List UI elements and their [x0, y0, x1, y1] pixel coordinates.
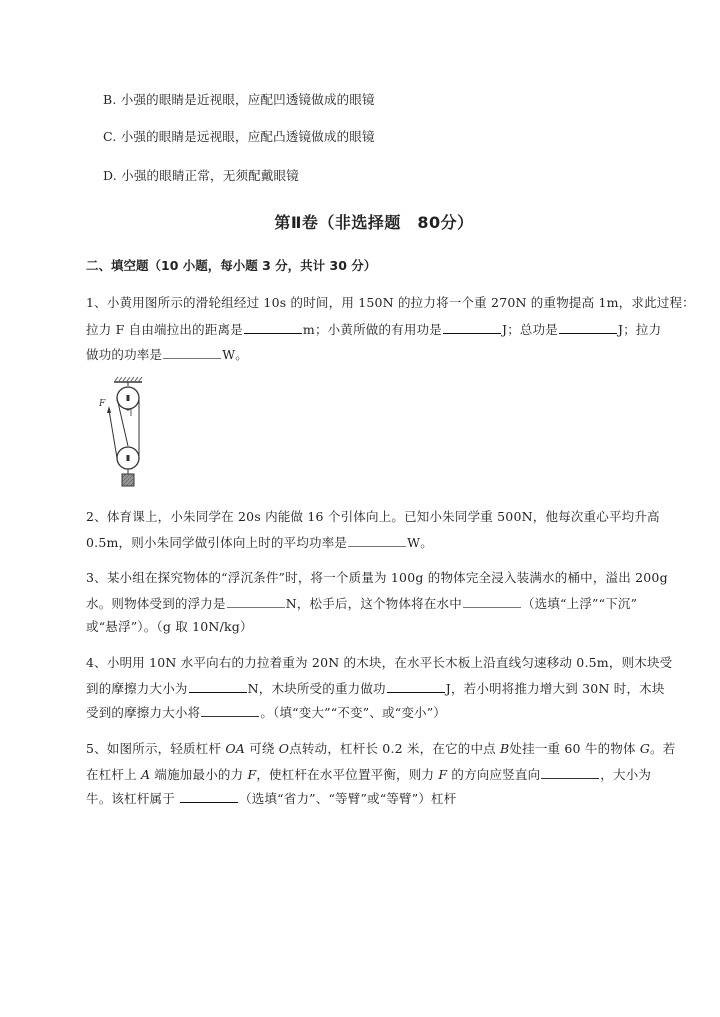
answer-blank[interactable]: [201, 704, 259, 717]
pivot-label-o: O: [278, 741, 290, 756]
text: 到的摩擦力大小为: [86, 681, 188, 696]
option-text: 小强的眼睛正常，无须配戴眼镜: [121, 168, 299, 183]
text: 水。则物体受到的浮力是: [86, 596, 226, 611]
question-5-line-2: [86, 766, 651, 783]
pulley-system-icon: [98, 376, 150, 488]
text: N，松手后，这个物体将在水中: [285, 596, 462, 611]
section-title: 第Ⅱ卷（非选择题 80分）: [274, 213, 474, 232]
text: 端施加最小的力: [150, 767, 248, 782]
text: 5、如图所示，轻质杠杆: [86, 741, 226, 756]
text: W。: [407, 535, 433, 550]
text: J；总功是: [501, 322, 558, 337]
lever-label-oa: OA: [225, 741, 246, 756]
answer-blank[interactable]: [163, 346, 221, 359]
text: 在杠杆上: [86, 767, 141, 782]
text: 的方向应竖直向: [447, 767, 541, 782]
answer-blank[interactable]: [244, 321, 302, 334]
text: 处挂一重 60 牛的物体: [509, 741, 640, 756]
force-label: F: [99, 399, 106, 409]
answer-blank[interactable]: [180, 790, 238, 803]
text: ，使杠杆在水平位置平衡，则力: [256, 767, 439, 782]
text: m；小黄所做的有用功是: [302, 322, 442, 337]
text: J，若小明将推力增大到 30N 时，木块: [445, 681, 665, 696]
question-3-line-2: [86, 595, 637, 612]
answer-blank[interactable]: [227, 595, 285, 608]
text: ，大小为: [600, 767, 652, 782]
text: 。（填“变大”“不变”、或“变小”）: [260, 705, 447, 720]
text: 0.5m，则小朱同学做引体向上时的平均功率是: [86, 535, 348, 550]
question-1-line-1: 1、小黄用图所示的滑轮组经过 10s 的时间，用 150N 的拉力将一个重 270N 的重物提高 1m，求此过程：: [86, 295, 695, 310]
weight-label-g: G: [639, 741, 651, 756]
answer-blank[interactable]: [463, 595, 521, 608]
text: 点转动，杠杆长 0.2 米，在它的中点: [289, 741, 501, 756]
text: （选填“上浮”“下沉”: [521, 596, 638, 611]
question-3-line-3: 或“悬浮”）。（g 取 10N/kg）: [86, 619, 253, 634]
question-1-line-2: [86, 321, 661, 338]
answer-blank[interactable]: [387, 680, 445, 693]
point-label-a: A: [140, 767, 151, 782]
question-5-line-3: [86, 790, 456, 807]
question-5-line-1: [86, 741, 675, 757]
answer-blank[interactable]: [559, 321, 617, 334]
text: 可绕: [245, 741, 279, 756]
question-2-line-2: [86, 534, 433, 551]
text: 牛。该杠杆属于: [86, 791, 180, 806]
text: 做功的功率是: [86, 347, 163, 362]
text: 拉力 F 自由端拉出的距离是: [86, 322, 243, 337]
text: J；拉力: [618, 322, 662, 337]
section-heading: 二、填空题（10 小题，每小题 3 分，共计 30 分）: [86, 258, 377, 273]
point-label-b: B: [500, 741, 510, 756]
question-4-line-1: 4、小明用 10N 水平向右的力拉着重为 20N 的木块，在水平长木板上沿直线匀速移动 0.5m，则木块受: [86, 655, 673, 670]
text: W。: [222, 347, 248, 362]
question-2-line-1: 2、体育课上，小朱同学在 20s 内能做 16 个引体向上。已知小朱同学重 500N，他每次重心平均升高: [86, 509, 660, 524]
question-4-line-2: [86, 680, 665, 697]
answer-blank[interactable]: [443, 321, 501, 334]
question-3-line-1: 3、某小组在探究物体的“浮沉条件”时，将一个质量为 100g 的物体完全浸入装满水的桶中，溢出 200g: [86, 570, 668, 585]
option-text: 小强的眼睛是近视眼，应配凹透镜做成的眼镜: [120, 92, 375, 107]
answer-blank[interactable]: [541, 766, 599, 779]
text: 受到的摩擦力大小将: [86, 705, 201, 720]
option-letter: D.: [103, 168, 117, 183]
question-4-line-3: [86, 704, 446, 721]
text: N，木块所受的重力做功: [247, 681, 386, 696]
option-letter: B.: [103, 92, 117, 107]
option-d: [103, 168, 299, 184]
force-label-f: F: [247, 767, 257, 782]
text: 。若: [650, 741, 676, 756]
text: （选填“省力”、“等臂”或“等臂”）杠杆: [239, 791, 457, 806]
force-label-f: F: [438, 767, 448, 782]
option-letter: C.: [103, 129, 117, 144]
option-text: 小强的眼睛是远视眼，应配凸透镜做成的眼镜: [120, 129, 375, 144]
answer-blank[interactable]: [189, 680, 247, 693]
option-b: [103, 92, 375, 108]
answer-blank[interactable]: [348, 534, 406, 547]
pulley-diagram: [98, 376, 150, 488]
option-c: [103, 129, 375, 145]
question-1-line-3: [86, 346, 248, 363]
